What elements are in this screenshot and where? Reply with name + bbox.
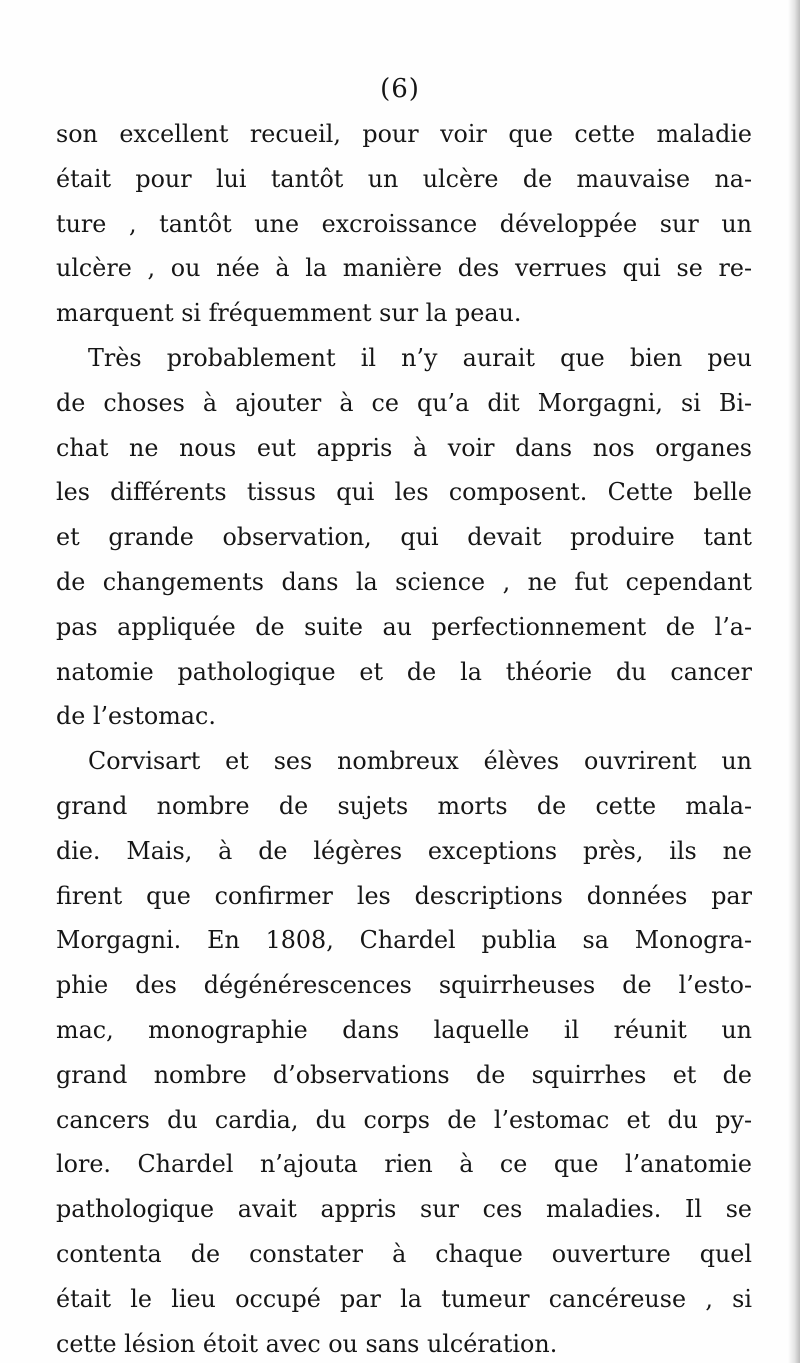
text-line: était pour lui tantôt un ulcère de mauvaise na- xyxy=(56,164,752,193)
text-line: grand nombre de sujets morts de cette mala- xyxy=(56,791,752,820)
text-line: pas appliquée de suite au perfectionnement de l’a- xyxy=(56,612,752,641)
text-line: die. Mais, à de légères exceptions près, ils ne xyxy=(56,836,752,865)
text-line: contenta de constater à chaque ouverture quel xyxy=(56,1239,752,1268)
text-line: était le lieu occupé par la tumeur cancéreuse , si xyxy=(56,1284,752,1313)
text-line: cette lésion étoit avec ou sans ulcération. xyxy=(56,1329,558,1358)
page-number: (6) xyxy=(380,74,420,104)
text-line: Très probablement il n’y aurait que bien peu xyxy=(88,343,752,372)
paragraph-3 xyxy=(56,739,752,1366)
paragraph-2 xyxy=(56,336,752,739)
text-line: de l’estomac. xyxy=(56,702,216,731)
text-line: firent que confirmer les descriptions données par xyxy=(56,881,752,910)
text-line: cancers du cardia, du corps de l’estomac et du py- xyxy=(56,1105,752,1134)
text-line: ulcère , ou née à la manière des verrues qui se re- xyxy=(56,254,752,283)
text-line: de changements dans la science , ne fut cependant xyxy=(56,567,752,596)
text-line: Morgagni. En 1808, Chardel publia sa Monogra- xyxy=(56,926,752,955)
text-line: et grande observation, qui devait produire tant xyxy=(56,523,752,552)
text-line: Corvisart et ses nombreux élèves ouvrirent un xyxy=(88,747,752,776)
text-line: pathologique avait appris sur ces maladies. Il se xyxy=(56,1195,752,1224)
text-line: de choses à ajouter à ce qu’a dit Morgagni, si Bi- xyxy=(56,388,752,417)
text-line: chat ne nous eut appris à voir dans nos organes xyxy=(56,433,752,462)
text-line: mac, monographie dans laquelle il réunit un xyxy=(56,1015,752,1044)
text-line: phie des dégénérescences squirrheuses de l’esto- xyxy=(56,971,752,1000)
text-line: marquent si fréquemment sur la peau. xyxy=(56,299,522,328)
text-line: grand nombre d’observations de squirrhes et de xyxy=(56,1060,752,1089)
text-line: lore. Chardel n’ajouta rien à ce que l’anatomie xyxy=(56,1150,752,1179)
text-line: ture , tantôt une excroissance développée sur un xyxy=(56,209,752,238)
paragraph-1 xyxy=(56,112,752,336)
text-line: natomie pathologique et de la théorie du cancer xyxy=(56,657,752,686)
text-line: son excellent recueil, pour voir que cette maladie xyxy=(56,120,752,148)
body-text xyxy=(56,112,752,1366)
page-edge-shadow xyxy=(788,0,800,1363)
text-line: les différents tissus qui les composent. Cette belle xyxy=(56,478,752,507)
